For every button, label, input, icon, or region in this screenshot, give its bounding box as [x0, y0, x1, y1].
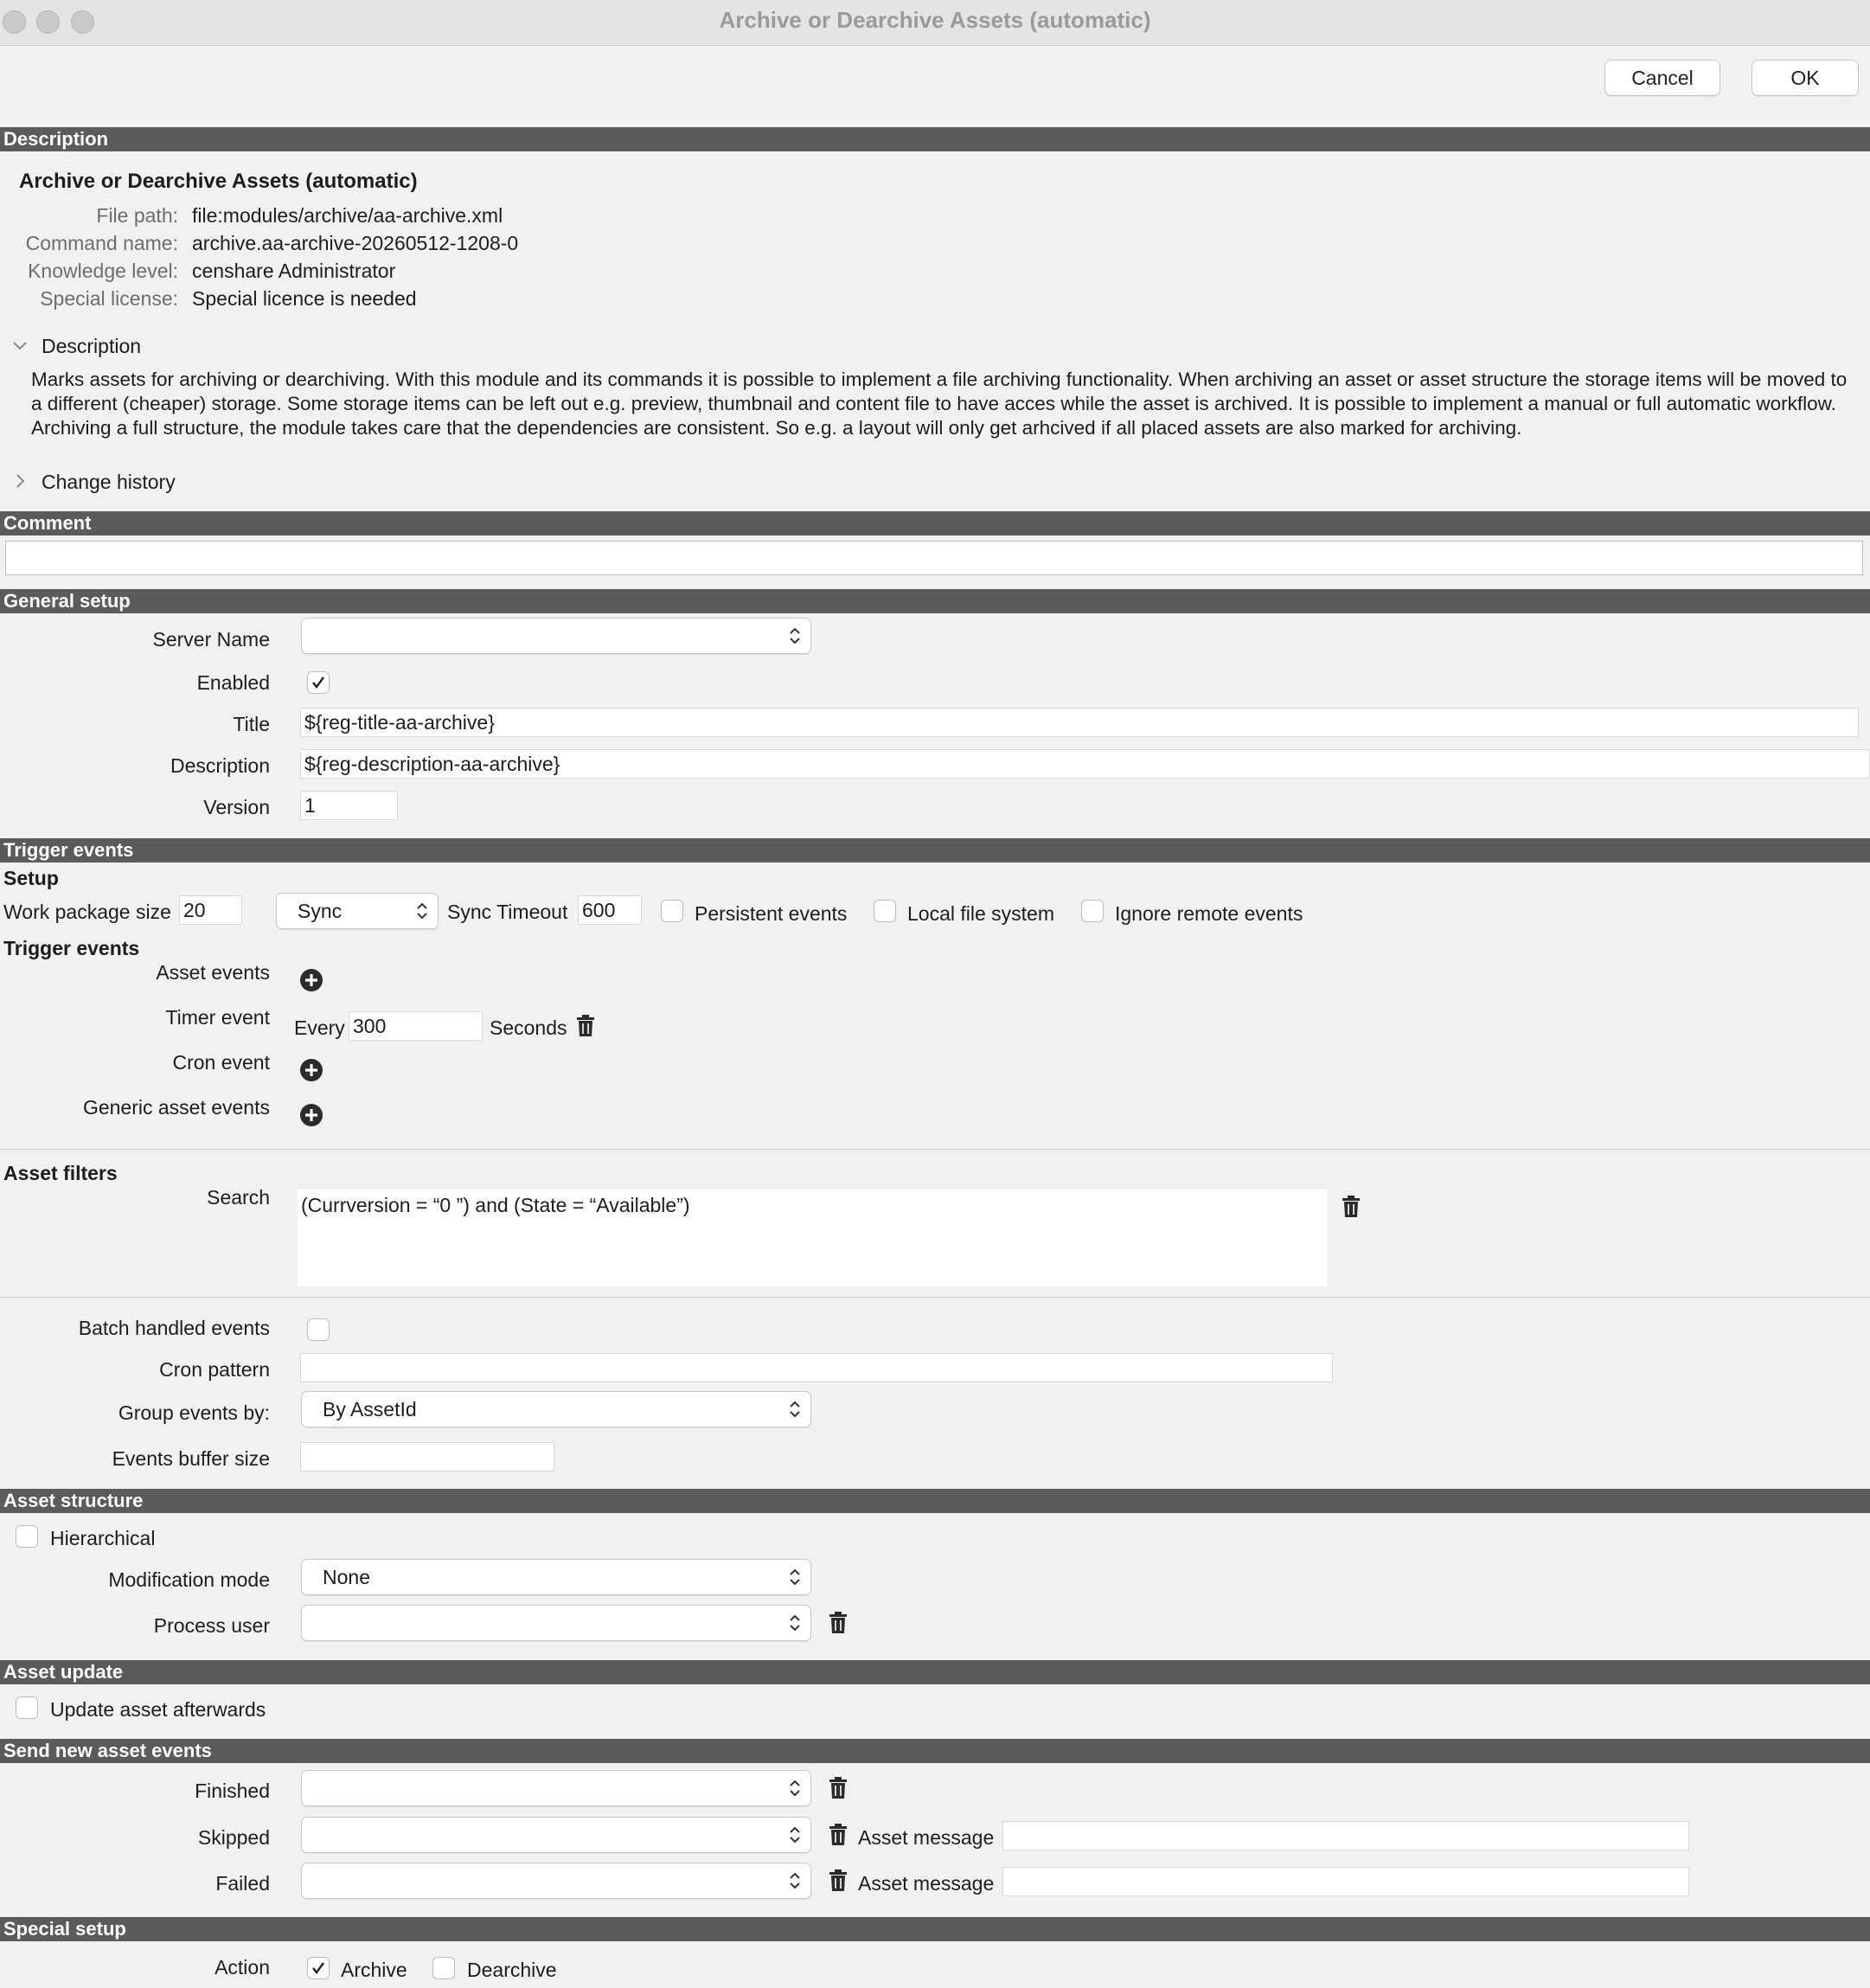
delete-skipped-trash-icon[interactable]: [829, 1824, 848, 1846]
sync-timeout-input[interactable]: [578, 895, 642, 925]
filters-divider: [0, 1297, 1870, 1298]
hierarchical-label: Hierarchical: [50, 1527, 156, 1549]
persistent-events-label: Persistent events: [695, 902, 848, 925]
knowledge-level-value: censhare Administrator: [192, 260, 396, 282]
description-text: Marks assets for archiving or dearchiving. With this module and its commands it is possible to implement a file archiving functionality. When archiving an asset or asset structure the storage items will be moved to a different (cheaper) storage. Some storage items can be left out e.g. preview, thumbnail and content file to have acces while the asset is archived. It is possible to implement a manual or full automatic workflow. Archiving a full structure, the module takes care that the dependencies are consistent. So e.g. a layout will only get arhcived if all placed assets are also marked for archiving.: [31, 369, 1848, 439]
change-history-label: Change history: [42, 471, 176, 493]
checkmark-icon: [311, 675, 326, 690]
local-file-system-checkbox[interactable]: [874, 900, 896, 922]
module-title: Archive or Dearchive Assets (automatic): [19, 170, 418, 193]
sync-mode-value: Sync: [298, 900, 343, 922]
checkmark-icon: [311, 1960, 326, 1976]
description-toggle-label: Description: [42, 335, 142, 357]
asset-update-header: Asset update: [0, 1660, 1870, 1684]
description-section-header: Description: [0, 127, 1870, 151]
delete-finished-trash-icon[interactable]: [829, 1777, 848, 1799]
search-query-textarea[interactable]: [298, 1190, 1327, 1286]
failed-select[interactable]: [301, 1863, 811, 1899]
timer-unit-label: Seconds: [490, 1016, 567, 1039]
description-field-label: Description: [170, 754, 270, 777]
trigger-divider: [0, 1149, 1870, 1150]
timer-interval-input[interactable]: [349, 1011, 483, 1041]
chevron-updown-icon: [788, 1612, 802, 1634]
cron-pattern-input[interactable]: [300, 1353, 1333, 1382]
special-license-label: Special license:: [40, 287, 178, 310]
modification-mode-value: None: [323, 1566, 370, 1588]
chevron-right-icon: [15, 473, 27, 489]
failed-message-label: Asset message: [858, 1872, 995, 1895]
finished-select[interactable]: [301, 1770, 811, 1806]
chevron-updown-icon: [788, 1777, 802, 1799]
group-events-label: Group events by:: [118, 1401, 270, 1424]
events-buffer-input[interactable]: [300, 1442, 554, 1472]
batch-events-label: Batch handled events: [78, 1317, 270, 1339]
version-label: Version: [203, 796, 270, 818]
knowledge-level-label: Knowledge level:: [28, 260, 178, 282]
asset-events-label: Asset events: [156, 961, 270, 984]
ok-button[interactable]: OK: [1752, 60, 1859, 96]
sync-timeout-label: Sync Timeout: [447, 901, 568, 923]
server-name-select[interactable]: [301, 618, 811, 654]
modification-mode-select[interactable]: [301, 1559, 811, 1595]
enabled-checkbox[interactable]: [307, 671, 330, 694]
delete-process-user-trash-icon[interactable]: [829, 1612, 848, 1634]
sync-mode-select[interactable]: [276, 893, 439, 929]
timer-event-label: Timer event: [165, 1006, 270, 1029]
special-license-value: Special licence is needed: [192, 287, 417, 310]
modification-mode-label: Modification mode: [108, 1568, 270, 1591]
special-setup-header: Special setup: [0, 1917, 1870, 1941]
chevron-updown-icon: [788, 625, 802, 647]
search-label: Search: [207, 1186, 270, 1209]
events-buffer-label: Events buffer size: [112, 1447, 270, 1470]
trigger-events-heading: Trigger events: [3, 937, 140, 959]
delete-timer-trash-icon[interactable]: [576, 1015, 595, 1037]
update-afterwards-label: Update asset afterwards: [50, 1698, 266, 1721]
comment-input[interactable]: [5, 541, 1863, 575]
ignore-remote-events-label: Ignore remote events: [1115, 902, 1303, 925]
chevron-updown-icon: [788, 1824, 802, 1846]
skipped-select[interactable]: [301, 1817, 811, 1853]
asset-structure-header: Asset structure: [0, 1489, 1870, 1513]
chevron-updown-icon: [415, 900, 429, 922]
archive-label: Archive: [341, 1959, 407, 1981]
cron-pattern-label: Cron pattern: [159, 1358, 270, 1381]
description-text-block: [0, 368, 1870, 471]
trigger-events-header: Trigger events: [0, 838, 1870, 863]
asset-filters-heading: Asset filters: [3, 1162, 118, 1184]
skipped-message-label: Asset message: [858, 1826, 995, 1849]
enabled-label: Enabled: [196, 671, 270, 694]
command-name-label: Command name:: [25, 232, 178, 254]
group-events-value: By AssetId: [323, 1398, 417, 1420]
archive-checkbox[interactable]: [307, 1957, 330, 1979]
add-generic-event-icon[interactable]: [299, 1103, 323, 1127]
add-asset-event-icon[interactable]: [299, 968, 323, 992]
action-label: Action: [215, 1956, 270, 1978]
process-user-select[interactable]: [301, 1605, 811, 1641]
description-input[interactable]: [300, 749, 1870, 779]
dialog-body: [0, 46, 1870, 1988]
dearchive-label: Dearchive: [467, 1959, 557, 1981]
chevron-down-icon: [12, 340, 28, 352]
window-titlebar: [0, 0, 1870, 46]
work-package-input[interactable]: [179, 895, 242, 925]
group-events-select[interactable]: [301, 1391, 811, 1427]
add-cron-event-icon[interactable]: [299, 1058, 323, 1082]
file-path-label: File path:: [96, 204, 178, 227]
timer-every-label: Every: [294, 1016, 345, 1039]
process-user-label: Process user: [153, 1614, 270, 1637]
general-setup-header: General setup: [0, 589, 1870, 613]
work-package-label: Work package size: [3, 901, 171, 923]
chevron-updown-icon: [788, 1566, 802, 1588]
generic-events-label: Generic asset events: [82, 1096, 270, 1119]
batch-events-checkbox[interactable]: [307, 1318, 330, 1341]
failed-message-input[interactable]: [1002, 1867, 1689, 1896]
title-input[interactable]: [300, 708, 1859, 737]
dearchive-checkbox[interactable]: [432, 1957, 455, 1979]
title-label: Title: [233, 713, 270, 735]
skipped-message-input[interactable]: [1002, 1821, 1689, 1850]
failed-label: Failed: [215, 1872, 270, 1895]
setup-heading: Setup: [3, 867, 59, 889]
skipped-label: Skipped: [197, 1826, 270, 1849]
cancel-button[interactable]: Cancel: [1604, 60, 1720, 96]
delete-failed-trash-icon[interactable]: [829, 1869, 848, 1892]
chevron-updown-icon: [788, 1398, 802, 1420]
search-query-text: (Currversion = “0 ”) and (State = “Available”): [301, 1194, 690, 1216]
finished-label: Finished: [195, 1780, 270, 1802]
persistent-events-checkbox[interactable]: [661, 900, 683, 922]
file-path-value: file:modules/archive/aa-archive.xml: [192, 204, 503, 227]
command-name-value: archive.aa-archive-20260512-1208-0: [192, 232, 519, 254]
chevron-updown-icon: [788, 1869, 802, 1892]
version-input[interactable]: [300, 791, 398, 820]
ignore-remote-events-checkbox[interactable]: [1081, 900, 1104, 922]
cron-event-label: Cron event: [172, 1051, 270, 1074]
server-name-label: Server Name: [152, 628, 270, 651]
delete-search-trash-icon[interactable]: [1342, 1196, 1361, 1218]
local-file-system-label: Local file system: [907, 902, 1055, 925]
window-title: Archive or Dearchive Assets (automatic): [719, 7, 1151, 33]
send-events-header: Send new asset events: [0, 1739, 1870, 1763]
comment-section-header: Comment: [0, 511, 1870, 535]
hierarchical-checkbox[interactable]: [16, 1525, 38, 1548]
update-afterwards-checkbox[interactable]: [16, 1696, 38, 1719]
